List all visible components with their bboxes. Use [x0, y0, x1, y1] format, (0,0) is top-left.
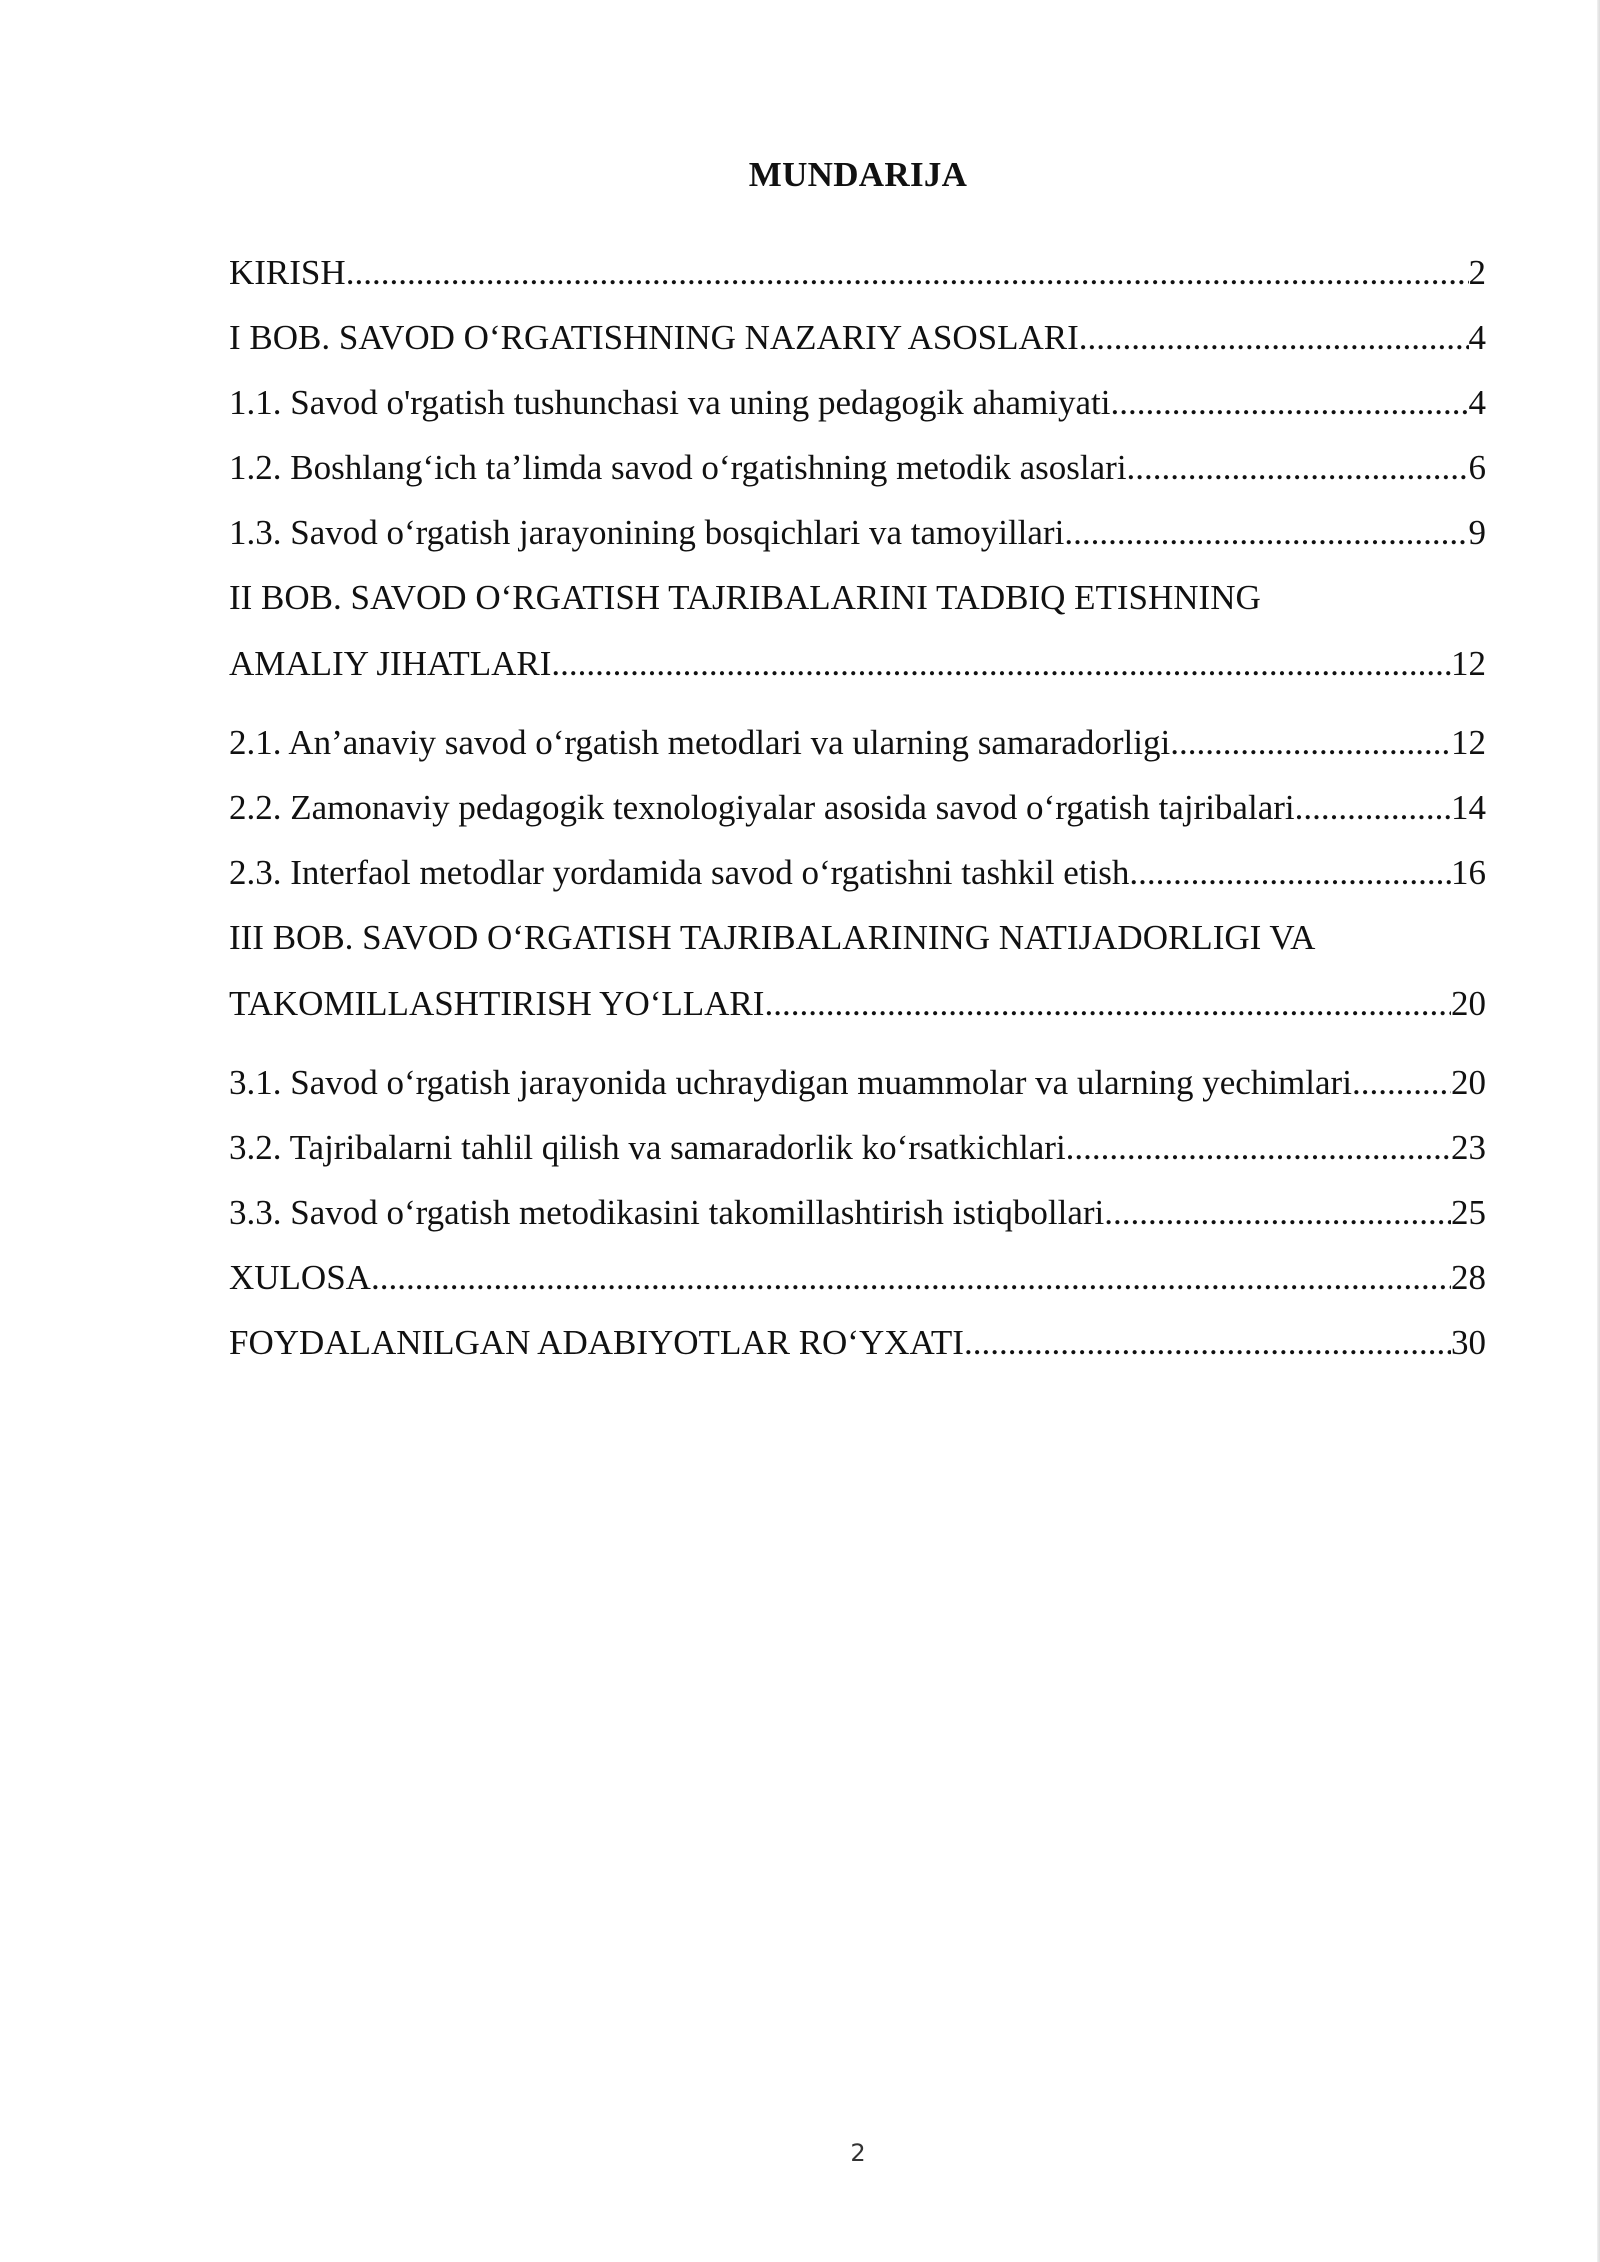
toc-entry-section-2-2 [229, 783, 1486, 848]
toc-line [229, 913, 1486, 979]
toc-page-number: 14 [1451, 788, 1486, 827]
toc-dot-leader [1111, 378, 1469, 428]
toc-entry-kirish [229, 248, 1486, 313]
toc-page-number: 25 [1451, 1193, 1486, 1232]
toc-entry-section-3-1 [229, 1058, 1486, 1123]
toc-line [229, 1058, 1486, 1123]
toc-entry-text: 1.3. Savod o‘rgatish jarayonining bosqichlari va tamoyillari [229, 513, 1065, 552]
toc-entry-references [229, 1318, 1486, 1383]
toc-dot-leader [764, 979, 1451, 1029]
page-number: 2 [850, 2139, 866, 2167]
toc-line [229, 573, 1486, 639]
toc-entry-text: 3.3. Savod o‘rgatish metodikasini takomillashtirish istiqbollari [229, 1193, 1105, 1232]
toc-entry-section-1-2 [229, 443, 1486, 508]
toc-line [229, 248, 1486, 313]
toc-dot-leader [1295, 783, 1451, 833]
toc-entry-xulosa [229, 1253, 1486, 1318]
toc-entry-text: 2.3. Interfaol metodlar yordamida savod o‘rgatishni tashkil etish [229, 853, 1130, 892]
toc-line [229, 1123, 1486, 1188]
toc-entry-chapter-1 [229, 313, 1486, 378]
toc-line [229, 1318, 1486, 1383]
table-of-contents [229, 248, 1486, 1383]
toc-dot-leader [1079, 313, 1469, 363]
toc-entry-text: FOYDALANILGAN ADABIYOTLAR RO‘YXATI [229, 1323, 964, 1362]
toc-page-number: 4 [1468, 318, 1486, 357]
toc-page-number: 20 [1451, 1063, 1486, 1102]
toc-entry-text-line-1: II BOB. SAVOD O‘RGATISH TAJRIBALARINI TADBIQ ETISHNING [229, 578, 1261, 617]
toc-line [229, 718, 1486, 783]
toc-dot-leader [1064, 508, 1468, 558]
toc-entry-text: AMALIY JIHATLARI [229, 644, 552, 683]
toc-page-number: 30 [1451, 1323, 1486, 1362]
toc-entry-section-1-3 [229, 508, 1486, 573]
toc-dot-leader [1129, 848, 1451, 898]
toc-entry-section-2-1 [229, 718, 1486, 783]
toc-page-number: 12 [1451, 723, 1486, 762]
toc-dot-leader [1104, 1188, 1451, 1238]
toc-entry-chapter-3 [229, 913, 1486, 1058]
toc-dot-leader [1170, 718, 1451, 768]
document-title: MUNDARIJA [748, 155, 968, 194]
toc-page-number: 2 [1468, 253, 1486, 292]
toc-dot-leader [1066, 1123, 1451, 1173]
toc-page-number: 20 [1451, 984, 1486, 1023]
toc-entry-text-line-1: III BOB. SAVOD O‘RGATISH TAJRIBALARINING NATIJADORLIGI VA [229, 918, 1316, 957]
toc-entry-text: KIRISH [229, 253, 346, 292]
toc-line [229, 508, 1486, 573]
toc-dot-leader [1127, 443, 1469, 493]
toc-dot-leader [371, 1253, 1451, 1303]
toc-page-number: 16 [1451, 853, 1486, 892]
toc-entry-text: 1.2. Boshlang‘ich ta’limda savod o‘rgatishning metodik asoslari [229, 448, 1127, 487]
toc-entry-text: 1.1. Savod o'rgatish tushunchasi va uning pedagogik ahamiyati [229, 383, 1111, 422]
toc-page-number: 28 [1451, 1258, 1486, 1297]
toc-page-number: 6 [1468, 448, 1486, 487]
toc-page-number: 4 [1468, 383, 1486, 422]
toc-entry-text: I BOB. SAVOD O‘RGATISHNING NAZARIY ASOSLARI [229, 318, 1079, 357]
toc-entry-text: 2.2. Zamonaviy pedagogik texnologiyalar asosida savod o‘rgatish tajribalari [229, 788, 1295, 827]
toc-page-number: 9 [1468, 513, 1486, 552]
toc-line [229, 313, 1486, 378]
toc-line [229, 378, 1486, 443]
toc-line [229, 443, 1486, 508]
toc-dot-leader [1352, 1058, 1451, 1108]
toc-page-number: 12 [1451, 644, 1486, 683]
toc-dot-leader [551, 639, 1451, 689]
toc-entry-section-3-3 [229, 1188, 1486, 1253]
toc-page-number: 23 [1451, 1128, 1486, 1167]
toc-entry-chapter-2 [229, 573, 1486, 718]
toc-line [229, 848, 1486, 913]
toc-entry-section-3-2 [229, 1123, 1486, 1188]
toc-line [229, 783, 1486, 848]
toc-entry-section-2-3 [229, 848, 1486, 913]
toc-line [229, 1188, 1486, 1253]
toc-entry-text: TAKOMILLASHTIRISH YO‘LLARI [229, 984, 765, 1023]
toc-dot-leader [346, 248, 1469, 298]
toc-line [229, 979, 1486, 1058]
toc-entry-text: 3.1. Savod o‘rgatish jarayonida uchraydigan muammolar va ularning yechimlari [229, 1063, 1352, 1102]
toc-line [229, 639, 1486, 718]
toc-entry-section-1-1 [229, 378, 1486, 443]
toc-dot-leader [964, 1318, 1451, 1368]
toc-line [229, 1253, 1486, 1318]
toc-entry-text: 3.2. Tajribalarni tahlil qilish va samaradorlik ko‘rsatkichlari [229, 1128, 1066, 1167]
toc-entry-text: XULOSA [229, 1258, 371, 1297]
toc-entry-text: 2.1. An’anaviy savod o‘rgatish metodlari va ularning samaradorligi [229, 723, 1171, 762]
